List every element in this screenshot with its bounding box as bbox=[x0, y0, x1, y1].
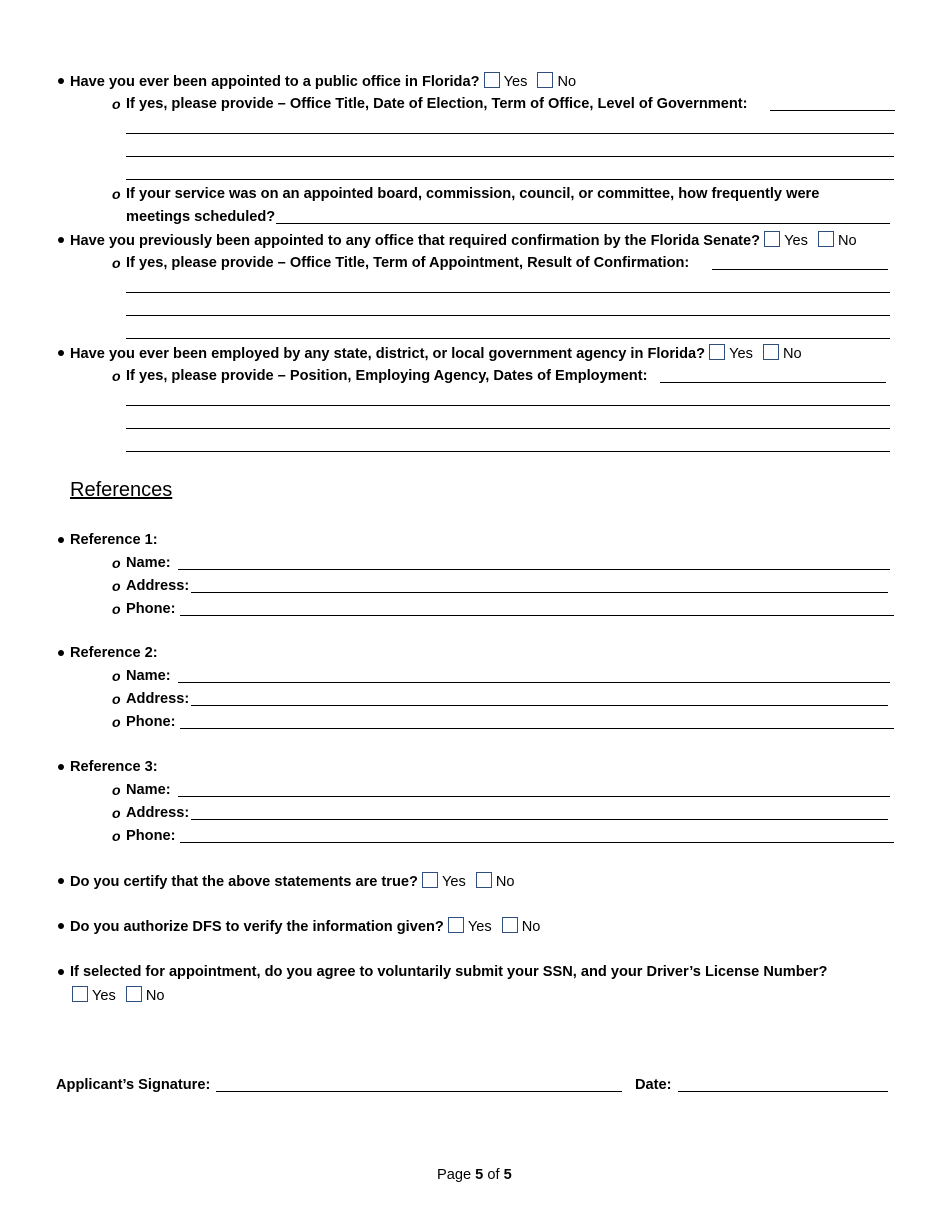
q1-yes-label: Yes bbox=[503, 74, 528, 90]
reference-1-address-label: Address: bbox=[126, 578, 190, 594]
q2-answer-line[interactable] bbox=[126, 292, 890, 293]
q1-answer-line[interactable] bbox=[126, 156, 894, 157]
sub-bullet-o: o bbox=[112, 578, 121, 594]
page-total: 5 bbox=[503, 1167, 512, 1183]
page-word: Page bbox=[437, 1167, 472, 1183]
q2-yes-checkbox[interactable] bbox=[764, 231, 780, 247]
bullet bbox=[58, 650, 64, 656]
sub-bullet-o: o bbox=[112, 96, 121, 112]
sub-bullet-o: o bbox=[112, 805, 121, 821]
bullet bbox=[58, 78, 64, 84]
q3-answer-line[interactable] bbox=[126, 405, 890, 406]
certify-q2-no-label: No bbox=[521, 919, 541, 935]
q2-row bbox=[70, 231, 863, 250]
q3-no-checkbox[interactable] bbox=[763, 344, 779, 360]
q1-no-checkbox[interactable] bbox=[537, 72, 553, 88]
sub-bullet-o: o bbox=[112, 368, 121, 384]
certify-q3-question: If selected for appointment, do you agree to voluntarily submit your SSN, and your Driver’s License Number? bbox=[70, 964, 828, 980]
date-line[interactable] bbox=[678, 1091, 888, 1092]
reference-2-phone-label: Phone: bbox=[126, 714, 176, 730]
q3-answer-line[interactable] bbox=[126, 428, 890, 429]
q2-yes-label: Yes bbox=[784, 233, 808, 249]
sub-bullet-o: o bbox=[112, 691, 121, 707]
bullet bbox=[58, 537, 64, 543]
date-label: Date: bbox=[635, 1077, 672, 1093]
certify-q1-no-label: No bbox=[495, 874, 515, 890]
q1-row bbox=[70, 72, 582, 91]
reference-1-name-label: Name: bbox=[126, 555, 171, 571]
reference-1-name-line[interactable] bbox=[178, 569, 890, 570]
q1-answer-line[interactable] bbox=[126, 179, 894, 180]
reference-2-address-line[interactable] bbox=[191, 705, 888, 706]
q1-question: Have you ever been appointed to a public office in Florida? bbox=[70, 74, 480, 90]
q1-meetings-line[interactable] bbox=[276, 223, 890, 224]
q1-sub1: If yes, please provide – Office Title, Date of Election, Term of Office, Level of Government: bbox=[126, 96, 748, 112]
q1-yes-checkbox[interactable] bbox=[484, 72, 500, 88]
certify-q2-yes-checkbox[interactable] bbox=[448, 917, 464, 933]
reference-3-phone-line[interactable] bbox=[180, 842, 894, 843]
q3-yes-checkbox[interactable] bbox=[709, 344, 725, 360]
q1-sub2b: meetings scheduled? bbox=[126, 209, 276, 225]
page-number bbox=[437, 1167, 512, 1183]
sub-bullet-o: o bbox=[112, 601, 121, 617]
sub-bullet-o: o bbox=[112, 555, 121, 571]
certify-q1-yes-checkbox[interactable] bbox=[422, 872, 438, 888]
bullet bbox=[58, 764, 64, 770]
sub-bullet-o: o bbox=[112, 186, 121, 202]
reference-2-phone-line[interactable] bbox=[180, 728, 894, 729]
bullet bbox=[58, 923, 64, 929]
q1-sub1-line[interactable] bbox=[770, 110, 895, 111]
bullet bbox=[58, 350, 64, 356]
sub-bullet-o: o bbox=[112, 714, 121, 730]
reference-2-name-label: Name: bbox=[126, 668, 171, 684]
q2-no-label: No bbox=[838, 233, 857, 249]
certify-q2-question: Do you authorize DFS to verify the information given? bbox=[70, 919, 444, 935]
certify-q3-no-label: No bbox=[145, 988, 165, 1004]
certify-q2-row bbox=[70, 917, 546, 936]
reference-2-address-label: Address: bbox=[126, 691, 190, 707]
references-heading: References bbox=[70, 479, 173, 501]
of-word: of bbox=[487, 1167, 500, 1183]
bullet bbox=[58, 969, 64, 975]
q3-sub1: If yes, please provide – Position, Employing Agency, Dates of Employment: bbox=[126, 368, 648, 384]
reference-3-address-line[interactable] bbox=[191, 819, 888, 820]
sub-bullet-o: o bbox=[112, 668, 121, 684]
certify-q3-options bbox=[72, 986, 171, 1005]
q3-question: Have you ever been employed by any state, district, or local government agency in Florida? bbox=[70, 346, 706, 362]
certify-q2-no-checkbox[interactable] bbox=[502, 917, 518, 933]
bullet bbox=[58, 237, 64, 243]
bullet bbox=[58, 878, 64, 884]
q3-row bbox=[70, 344, 808, 363]
reference-3-name-label: Name: bbox=[126, 782, 171, 798]
reference-3-title: Reference 3: bbox=[70, 759, 158, 775]
q3-sub1-line[interactable] bbox=[660, 382, 886, 383]
reference-2-name-line[interactable] bbox=[178, 682, 890, 683]
reference-3-name-line[interactable] bbox=[178, 796, 890, 797]
q1-sub2a: If your service was on an appointed board, commission, council, or committee, how frequently were bbox=[126, 186, 820, 202]
signature-label: Applicant’s Signature: bbox=[56, 1077, 211, 1093]
reference-3-phone-label: Phone: bbox=[126, 828, 176, 844]
q3-yes-label: Yes bbox=[729, 346, 753, 362]
q2-sub1: If yes, please provide – Office Title, Term of Appointment, Result of Confirmation: bbox=[126, 255, 690, 271]
q1-answer-line[interactable] bbox=[126, 133, 894, 134]
sub-bullet-o: o bbox=[112, 782, 121, 798]
sub-bullet-o: o bbox=[112, 255, 121, 271]
reference-3-address-label: Address: bbox=[126, 805, 190, 821]
certify-q1-row bbox=[70, 872, 521, 891]
q2-answer-line[interactable] bbox=[126, 338, 890, 339]
q2-sub1-line[interactable] bbox=[712, 269, 888, 270]
signature-line[interactable] bbox=[216, 1091, 622, 1092]
reference-2-title: Reference 2: bbox=[70, 645, 158, 661]
sub-bullet-o: o bbox=[112, 828, 121, 844]
reference-1-phone-line[interactable] bbox=[180, 615, 894, 616]
certify-q1-no-checkbox[interactable] bbox=[476, 872, 492, 888]
q3-answer-line[interactable] bbox=[126, 451, 890, 452]
reference-1-address-line[interactable] bbox=[191, 592, 888, 593]
q2-no-checkbox[interactable] bbox=[818, 231, 834, 247]
q2-question: Have you previously been appointed to any office that required confirmation by the Florida Senate? bbox=[70, 233, 761, 249]
certify-q1-yes-label: Yes bbox=[441, 874, 466, 890]
q1-no-label: No bbox=[557, 74, 577, 90]
certify-q1-question: Do you certify that the above statements are true? bbox=[70, 874, 418, 890]
q2-answer-line[interactable] bbox=[126, 315, 890, 316]
certify-q3-yes-checkbox[interactable] bbox=[72, 986, 88, 1002]
page-current: 5 bbox=[475, 1167, 484, 1183]
reference-1-title: Reference 1: bbox=[70, 532, 158, 548]
certify-q3-yes-label: Yes bbox=[92, 988, 116, 1004]
q3-no-label: No bbox=[782, 346, 802, 362]
reference-1-phone-label: Phone: bbox=[126, 601, 176, 617]
certify-q2-yes-label: Yes bbox=[467, 919, 492, 935]
certify-q3-no-checkbox[interactable] bbox=[126, 986, 142, 1002]
